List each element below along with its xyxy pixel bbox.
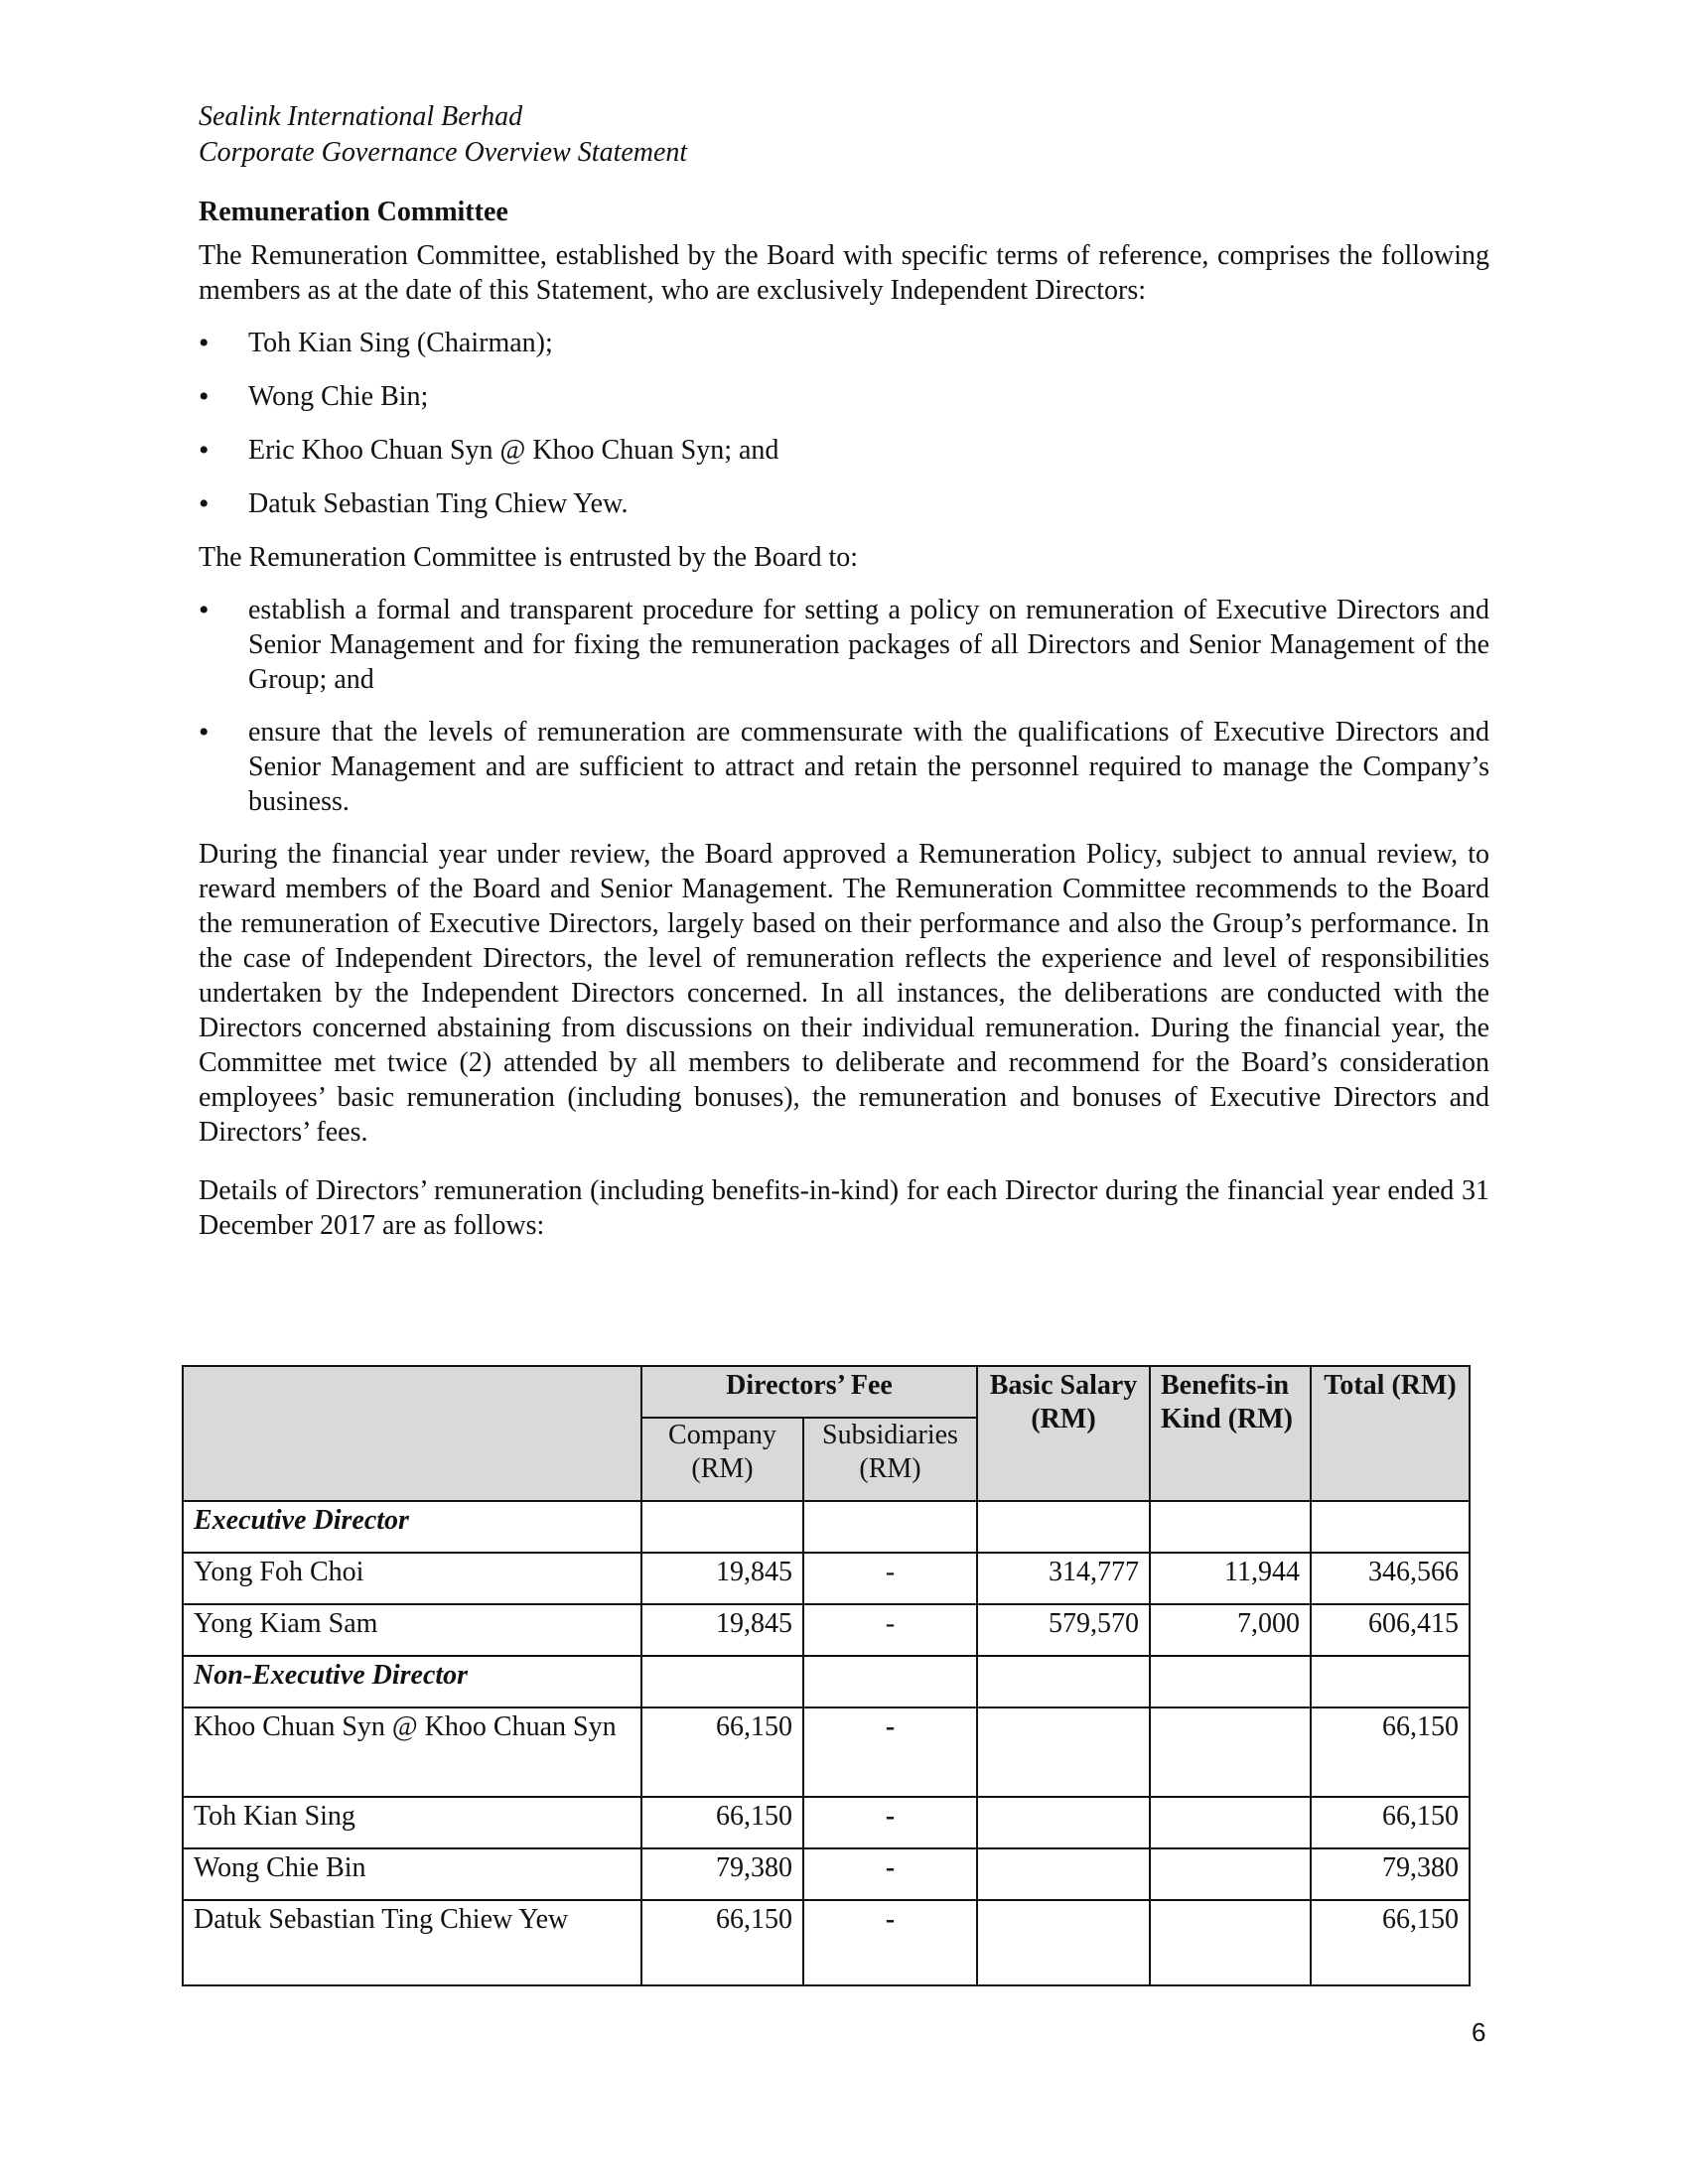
- table-row: [183, 1848, 1470, 1900]
- total: 66,150: [1311, 1707, 1470, 1797]
- total: 66,150: [1311, 1900, 1470, 1985]
- company-fee: 66,150: [641, 1707, 803, 1797]
- header-benefits-in-kind: Benefits-in Kind (RM): [1150, 1366, 1311, 1501]
- subsidiaries-fee: -: [803, 1707, 977, 1797]
- basic-salary: 314,777: [977, 1553, 1150, 1604]
- director-name: Toh Kian Sing: [183, 1797, 641, 1848]
- section-title: Remuneration Committee: [199, 197, 508, 227]
- details-paragraph: Details of Directors’ remuneration (including benefits-in-kind) for each Director during the financial year ended 31 December 2017 are as follows:: [199, 1175, 1489, 1241]
- remuneration-table: [182, 1365, 1471, 1986]
- table-row: [183, 1707, 1470, 1797]
- table-row: [183, 1900, 1470, 1985]
- basic-salary: [977, 1797, 1150, 1848]
- policy-paragraph: During the financial year under review, the Board approved a Remuneration Policy, subject to annual review, to reward members of the Board and Senior Management. The Remuneration Committee recommends to the Board the remuneration of Executive Directors, largely based on their performance and also the Group’s performance. In the case of Independent Directors, the level of remuneration reflects the experience and level of responsibilities undertaken by the Independent Directors concerned. In all instances, the deliberations are conducted with the Directors concerned abstaining from discussions on their individual remuneration. During the financial year, the Committee met twice (2) attended by all members to deliberate and recommend for the Board’s consideration employees’ basic remuneration (including bonuses), the remuneration and bonuses of Executive Directors and Directors’ fees.: [199, 839, 1489, 1148]
- member-list: [199, 326, 1489, 521]
- benefits-in-kind: 11,944: [1150, 1553, 1311, 1604]
- duties-list: [199, 593, 1489, 819]
- entrusted-paragraph: The Remuneration Committee is entrusted by the Board to:: [199, 542, 859, 573]
- director-name: Yong Kiam Sam: [183, 1604, 641, 1656]
- duty-item: • ensure that the levels of remuneration are commensurate with the qualifications of Executive Directors and Senior Management and are sufficient to attract and retain the personnel required to manage the Company’s business.: [199, 715, 1489, 819]
- benefits-in-kind: [1150, 1848, 1311, 1900]
- basic-salary: [977, 1900, 1150, 1985]
- director-name: Yong Foh Choi: [183, 1553, 641, 1604]
- header-company: [641, 1418, 803, 1501]
- company-fee: 19,845: [641, 1604, 803, 1656]
- subsidiaries-fee: -: [803, 1604, 977, 1656]
- table-row: [183, 1797, 1470, 1848]
- total: 606,415: [1311, 1604, 1470, 1656]
- duty-item: • establish a formal and transparent procedure for setting a policy on remuneration of Executive Directors and Senior Management and for fixing the remuneration packages of all Directors and Senior Management of the Group; and: [199, 593, 1489, 697]
- subsidiaries-fee: -: [803, 1553, 977, 1604]
- company-fee: 19,845: [641, 1553, 803, 1604]
- director-name: Wong Chie Bin: [183, 1848, 641, 1900]
- header-total: Total (RM): [1311, 1366, 1470, 1501]
- total: 346,566: [1311, 1553, 1470, 1604]
- benefits-in-kind: [1150, 1797, 1311, 1848]
- header-blank: [183, 1366, 641, 1501]
- member-item: • Wong Chie Bin;: [199, 379, 1489, 414]
- benefits-in-kind: 7,000: [1150, 1604, 1311, 1656]
- member-item: • Eric Khoo Chuan Syn @ Khoo Chuan Syn; and: [199, 433, 1489, 468]
- document-title: Corporate Governance Overview Statement: [199, 137, 688, 168]
- header-subsidiaries-label: Subsidiaries: [822, 1420, 958, 1450]
- company-fee: 66,150: [641, 1797, 803, 1848]
- basic-salary: [977, 1707, 1150, 1797]
- company-fee: 79,380: [641, 1848, 803, 1900]
- subsidiaries-fee: -: [803, 1848, 977, 1900]
- header-directors-fee: Directors’ Fee: [641, 1366, 977, 1418]
- group-non-executive-director: Non-Executive Director: [183, 1656, 641, 1707]
- header-subsidiaries-unit: (RM): [859, 1453, 921, 1484]
- subsidiaries-fee: -: [803, 1900, 977, 1985]
- basic-salary: 579,570: [977, 1604, 1150, 1656]
- member-item: • Toh Kian Sing (Chairman);: [199, 326, 1489, 360]
- header-company-label: Company: [668, 1420, 776, 1450]
- member-item: • Datuk Sebastian Ting Chiew Yew.: [199, 486, 1489, 521]
- header-company-unit: (RM): [691, 1453, 754, 1484]
- page-number: 6: [1472, 2017, 1486, 2047]
- header-subsidiaries: [803, 1418, 977, 1501]
- total: 79,380: [1311, 1848, 1470, 1900]
- benefits-in-kind: [1150, 1707, 1311, 1797]
- header-basic-salary: Basic Salary (RM): [977, 1366, 1150, 1501]
- benefits-in-kind: [1150, 1900, 1311, 1985]
- total: 66,150: [1311, 1797, 1470, 1848]
- subsidiaries-fee: -: [803, 1797, 977, 1848]
- director-name: Khoo Chuan Syn @ Khoo Chuan Syn: [183, 1707, 641, 1797]
- director-name: Datuk Sebastian Ting Chiew Yew: [183, 1900, 641, 1985]
- group-executive-director: Executive Director: [183, 1501, 641, 1553]
- basic-salary: [977, 1848, 1150, 1900]
- intro-paragraph: The Remuneration Committee, established by the Board with specific terms of reference, comprises the following members as at the date of this Statement, who are exclusively Independent Directors:: [199, 240, 1489, 306]
- company-name: Sealink International Berhad: [199, 101, 523, 132]
- company-fee: 66,150: [641, 1900, 803, 1985]
- table-row: [183, 1553, 1470, 1604]
- table-row: [183, 1604, 1470, 1656]
- document-page: [199, 99, 1489, 1243]
